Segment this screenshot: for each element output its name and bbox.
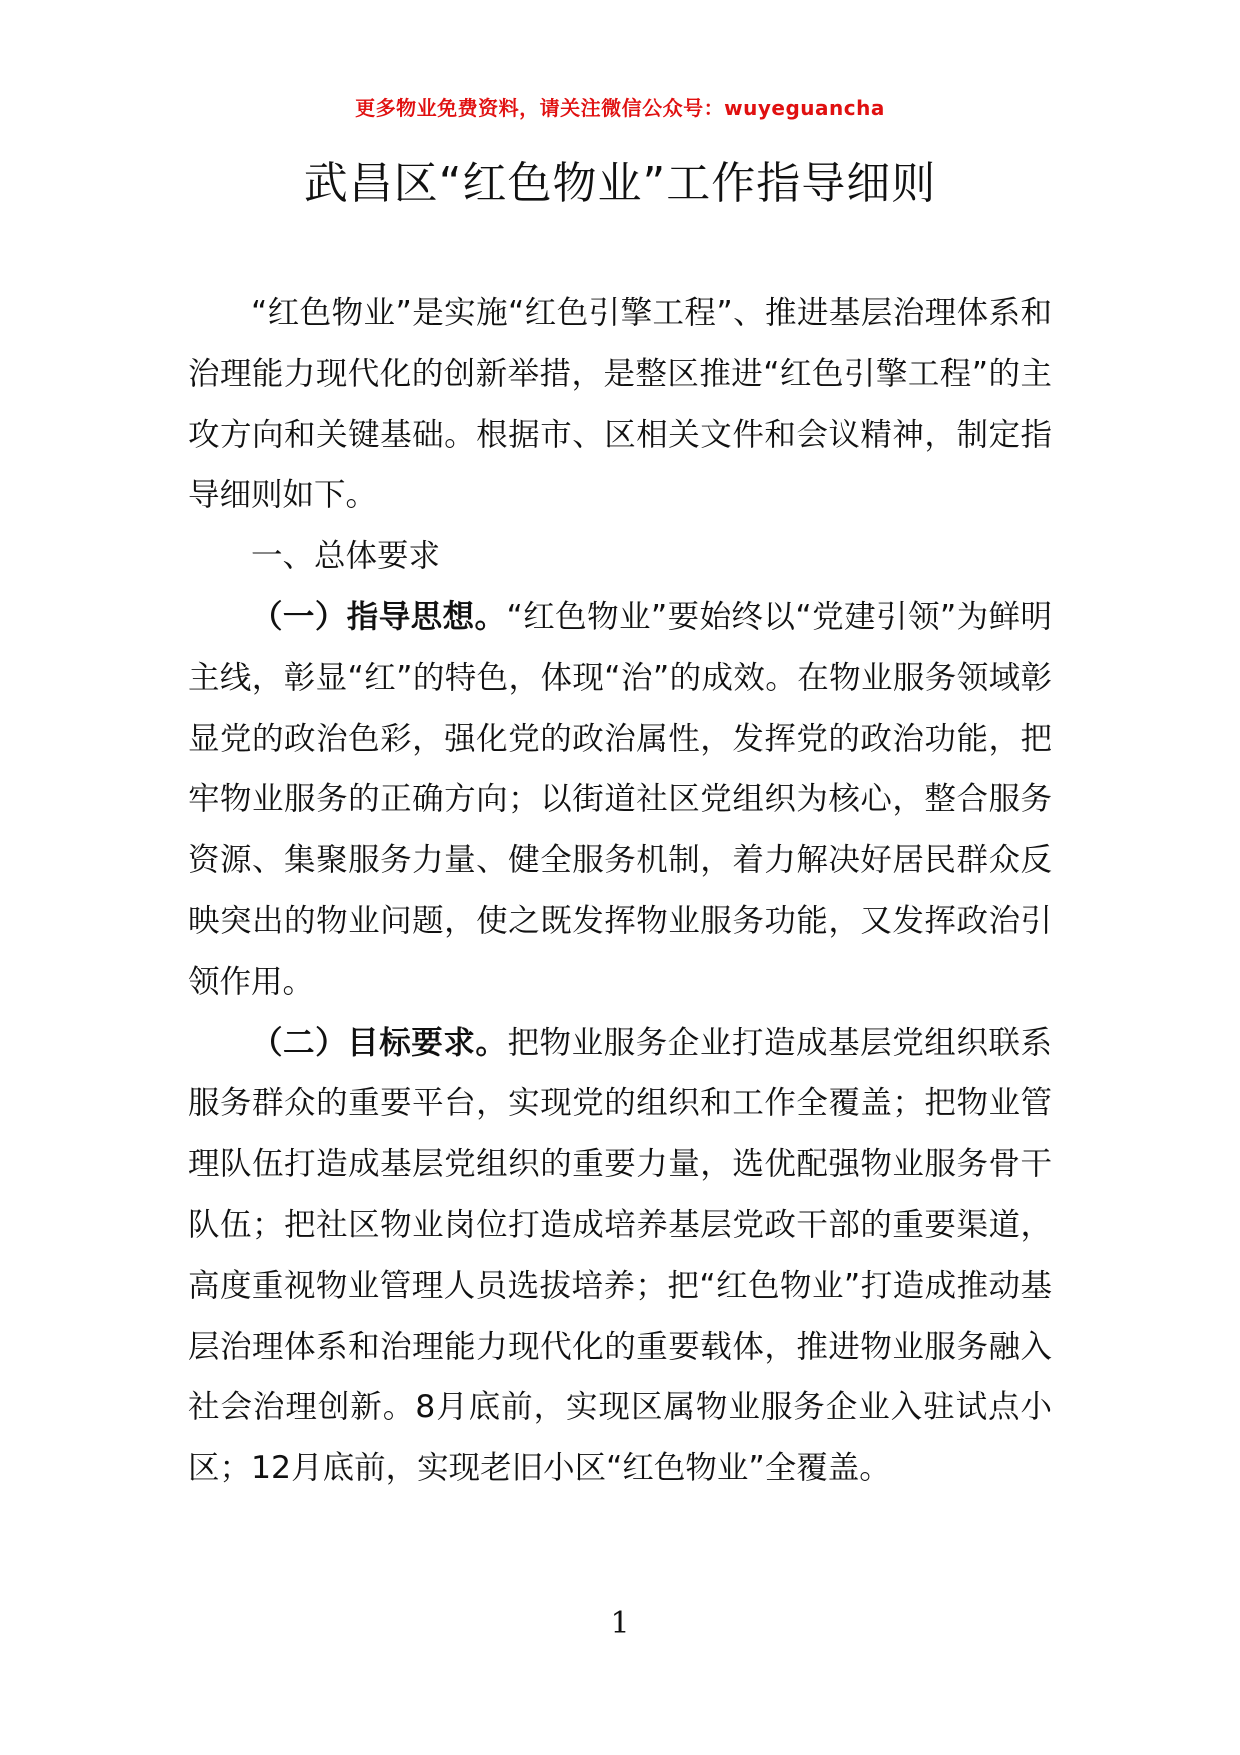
- target-requirements-label: （二）目标要求。: [251, 1024, 508, 1061]
- document-title: 武昌区“红色物业”工作指导细则: [303, 158, 937, 209]
- intro-paragraph: “红色物业”是实施“红色引擎工程”、推进基层治理体系和治理能力现代化的创新举措，是整区推进“红色引擎工程”的主攻方向和关键基础。根据市、区相关文件和会议精神，制定指导细则如下。: [188, 295, 1052, 514]
- section-heading-general-requirements: 一、总体要求: [251, 538, 441, 575]
- guiding-ideology-label: （一）指导思想。: [251, 598, 507, 635]
- target-requirements-text: 把物业服务企业打造成基层党组织联系服务群众的重要平台，实现党的组织和工作全覆盖；把物业管理队伍打造成基层党组织的重要力量，选优配强物业服务骨干队伍；把社区物业岗位打造成培养基层党政干部的重要渠道，高度重视物业管理人员选拔培养；把“红色物业”打造成推动基层治理体系和治理能力现代化的重要载体，推进物业服务融入社会治理创新。8月底前，实现区属物业服务企业入驻试点小区；12月底前，实现老旧小区“红色物业”全覆盖。: [188, 1024, 1052, 1487]
- guiding-ideology-paragraph: [188, 587, 1052, 1013]
- document-body: [188, 283, 1052, 1499]
- guiding-ideology-text: “红色物业”要始终以“党建引领”为鲜明主线，彰显“红”的特色，体现“治”的成效。在物业服务领域彰显党的政治色彩，强化党的政治属性，发挥党的政治功能，把牢物业服务的正确方向；以街道社区党组织为核心，整合服务资源、集聚服务力量、健全服务机制，着力解决好居民群众反映突出的物业问题，使之既发挥物业服务功能，又发挥政治引领作用。: [188, 598, 1052, 1000]
- target-requirements-paragraph: [188, 1013, 1052, 1499]
- page-number: 1: [610, 1606, 630, 1641]
- promo-banner: 更多物业免费资料，请关注微信公众号：wuyeguancha: [355, 96, 885, 120]
